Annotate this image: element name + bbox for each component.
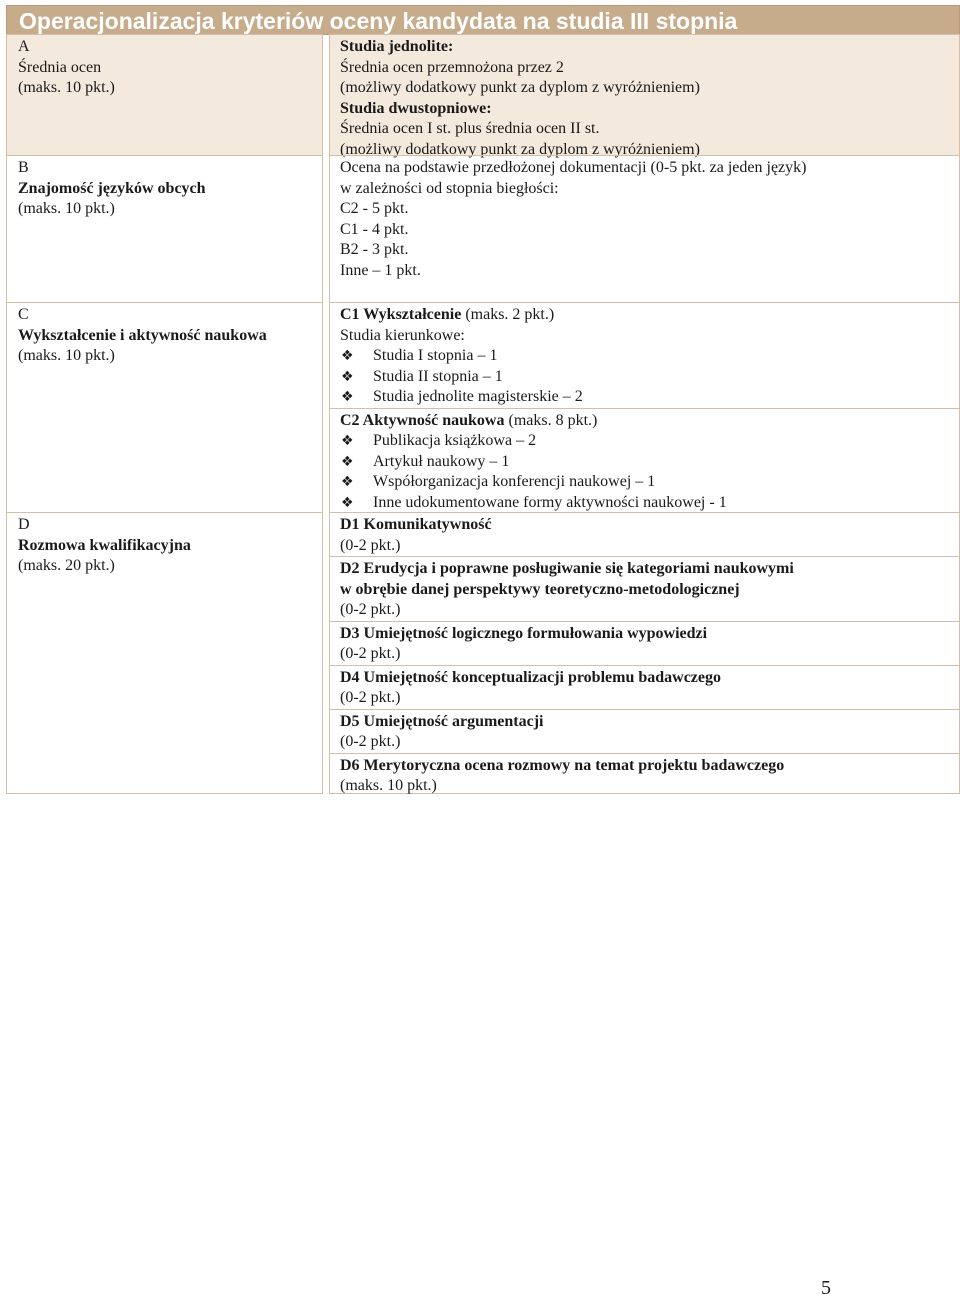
criterion-max: (maks. 10 pkt.) <box>18 347 115 364</box>
subsection-points: (0-2 pkt.) <box>340 645 401 662</box>
criterion-max: (maks. 10 pkt.) <box>18 79 115 96</box>
list-item <box>340 472 959 493</box>
list-item <box>340 493 959 514</box>
criterion-row-a <box>6 35 960 156</box>
subsection-title: D1 Komunikatywność <box>340 516 492 533</box>
subsection-title: D2 Erudycja i poprawne posługiwanie się kategoriami naukowymi <box>340 560 794 577</box>
subsection-points: (0-2 pkt.) <box>340 536 401 554</box>
diamond-bullet-icon: ❖ <box>341 474 354 490</box>
content-line: Ocena na podstawie przedłożonej dokumentacji (0-5 pkt. za jeden język) <box>340 159 807 176</box>
list-item-text: Współorganizacja konferencji naukowej – 1 <box>373 473 656 490</box>
criterion-letter: C <box>18 306 29 323</box>
subsection-title: C2 Aktywność naukowa <box>340 411 505 429</box>
content-line: (możliwy dodatkowy punkt za dyplom z wyróżnieniem) <box>340 140 700 158</box>
list-item <box>340 431 959 452</box>
subsection-heading <box>340 305 959 326</box>
content-line: B2 - 3 pkt. <box>340 241 409 258</box>
criterion-label-cell <box>6 302 323 513</box>
criterion-label-cell <box>6 155 323 303</box>
subsection-title: D6 Merytoryczna ocena rozmowy na temat projektu badawczego <box>340 756 785 774</box>
list-item-text: Inne udokumentowane formy aktywności naukowej - 1 <box>373 493 727 511</box>
criterion-label-cell <box>6 34 323 156</box>
criterion-name: Średnia ocen <box>18 58 102 76</box>
document-title: Operacjonalizacja kryteriów oceny kandydata na studia III stopnia <box>6 5 960 35</box>
diamond-bullet-icon: ❖ <box>341 433 354 449</box>
criterion-content-cell <box>329 302 960 513</box>
list-item <box>340 387 959 408</box>
subsection-points: (0-2 pkt.) <box>340 601 401 618</box>
subsection-title: D5 Umiejętność argumentacji <box>340 712 544 730</box>
criterion-name: Znajomość języków obcych <box>18 179 206 197</box>
criterion-content-cell <box>329 155 960 303</box>
criterion-letter: B <box>18 159 29 176</box>
subsection-heading <box>340 411 959 432</box>
criteria-table <box>6 35 960 794</box>
criterion-name: Rozmowa kwalifikacyjna <box>18 536 191 554</box>
content-line: Średnia ocen przemnożona przez 2 <box>340 58 564 76</box>
criterion-label-cell <box>6 512 323 794</box>
diamond-bullet-icon: ❖ <box>341 494 354 511</box>
subsection-c2 <box>330 408 959 514</box>
page-number: 5 <box>821 1277 831 1299</box>
content-line: Studia kierunkowe: <box>340 326 465 344</box>
list-item-text: Studia II stopnia – 1 <box>373 367 503 385</box>
diamond-bullet-icon: ❖ <box>341 453 354 470</box>
subsection-d1 <box>340 513 959 556</box>
subsection-d5 <box>330 709 959 753</box>
list-item <box>340 452 959 473</box>
content-line: Inne – 1 pkt. <box>340 261 421 279</box>
diamond-bullet-icon: ❖ <box>341 348 354 364</box>
subsection-title: D3 Umiejętność logicznego formułowania wypowiedzi <box>340 624 708 642</box>
criteria-document <box>6 5 960 794</box>
subsection-title: D4 Umiejętność konceptualizacji problemu badawczego <box>340 668 721 686</box>
list-item-text: Artykuł naukowy – 1 <box>373 452 510 470</box>
list-item-text: Studia I stopnia – 1 <box>373 347 498 364</box>
criterion-content-cell <box>329 512 960 794</box>
list-item <box>340 367 959 388</box>
diamond-bullet-icon: ❖ <box>341 368 354 385</box>
section-heading: Studia dwustopniowe: <box>340 99 492 117</box>
criterion-max: (maks. 10 pkt.) <box>18 200 115 217</box>
subsection-d4 <box>330 665 959 709</box>
criterion-row-c <box>6 303 960 513</box>
content-line: (możliwy dodatkowy punkt za dyplom z wyróżnieniem) <box>340 79 700 96</box>
subsection-points: (0-2 pkt.) <box>340 689 401 706</box>
subsection-points: (maks. 10 pkt.) <box>340 777 437 794</box>
criterion-row-b <box>6 156 960 303</box>
subsection-title: C1 Wykształcenie <box>340 306 462 323</box>
content-line: Średnia ocen I st. plus średnia ocen II st. <box>340 120 600 137</box>
criterion-row-d <box>6 513 960 794</box>
list-item <box>340 346 959 367</box>
section-heading: Studia jednolite: <box>340 38 454 55</box>
subsection-d2 <box>330 556 959 621</box>
criterion-content-cell <box>329 34 960 156</box>
subsection-d6 <box>330 753 959 797</box>
subsection-max: (maks. 8 pkt.) <box>504 411 598 429</box>
diamond-bullet-icon: ❖ <box>341 389 354 405</box>
subsection-d3 <box>330 621 959 665</box>
criterion-max: (maks. 20 pkt.) <box>18 557 115 574</box>
list-item-text: Publikacja książkowa – 2 <box>373 432 537 449</box>
criterion-letter: D <box>18 516 30 533</box>
criterion-name: Wykształcenie i aktywność naukowa <box>18 326 267 344</box>
content-line: w zależności od stopnia biegłości: <box>340 179 559 197</box>
content-line: C1 - 4 pkt. <box>340 220 409 238</box>
criterion-letter: A <box>18 38 30 55</box>
subsection-title-continued: w obrębie danej perspektywy teoretyczno-metodologicznej <box>340 580 740 598</box>
list-item-text: Studia jednolite magisterskie – 2 <box>373 388 583 405</box>
subsection-points: (0-2 pkt.) <box>340 733 401 750</box>
subsection-max: (maks. 2 pkt.) <box>461 306 555 323</box>
content-line: C2 - 5 pkt. <box>340 200 409 217</box>
